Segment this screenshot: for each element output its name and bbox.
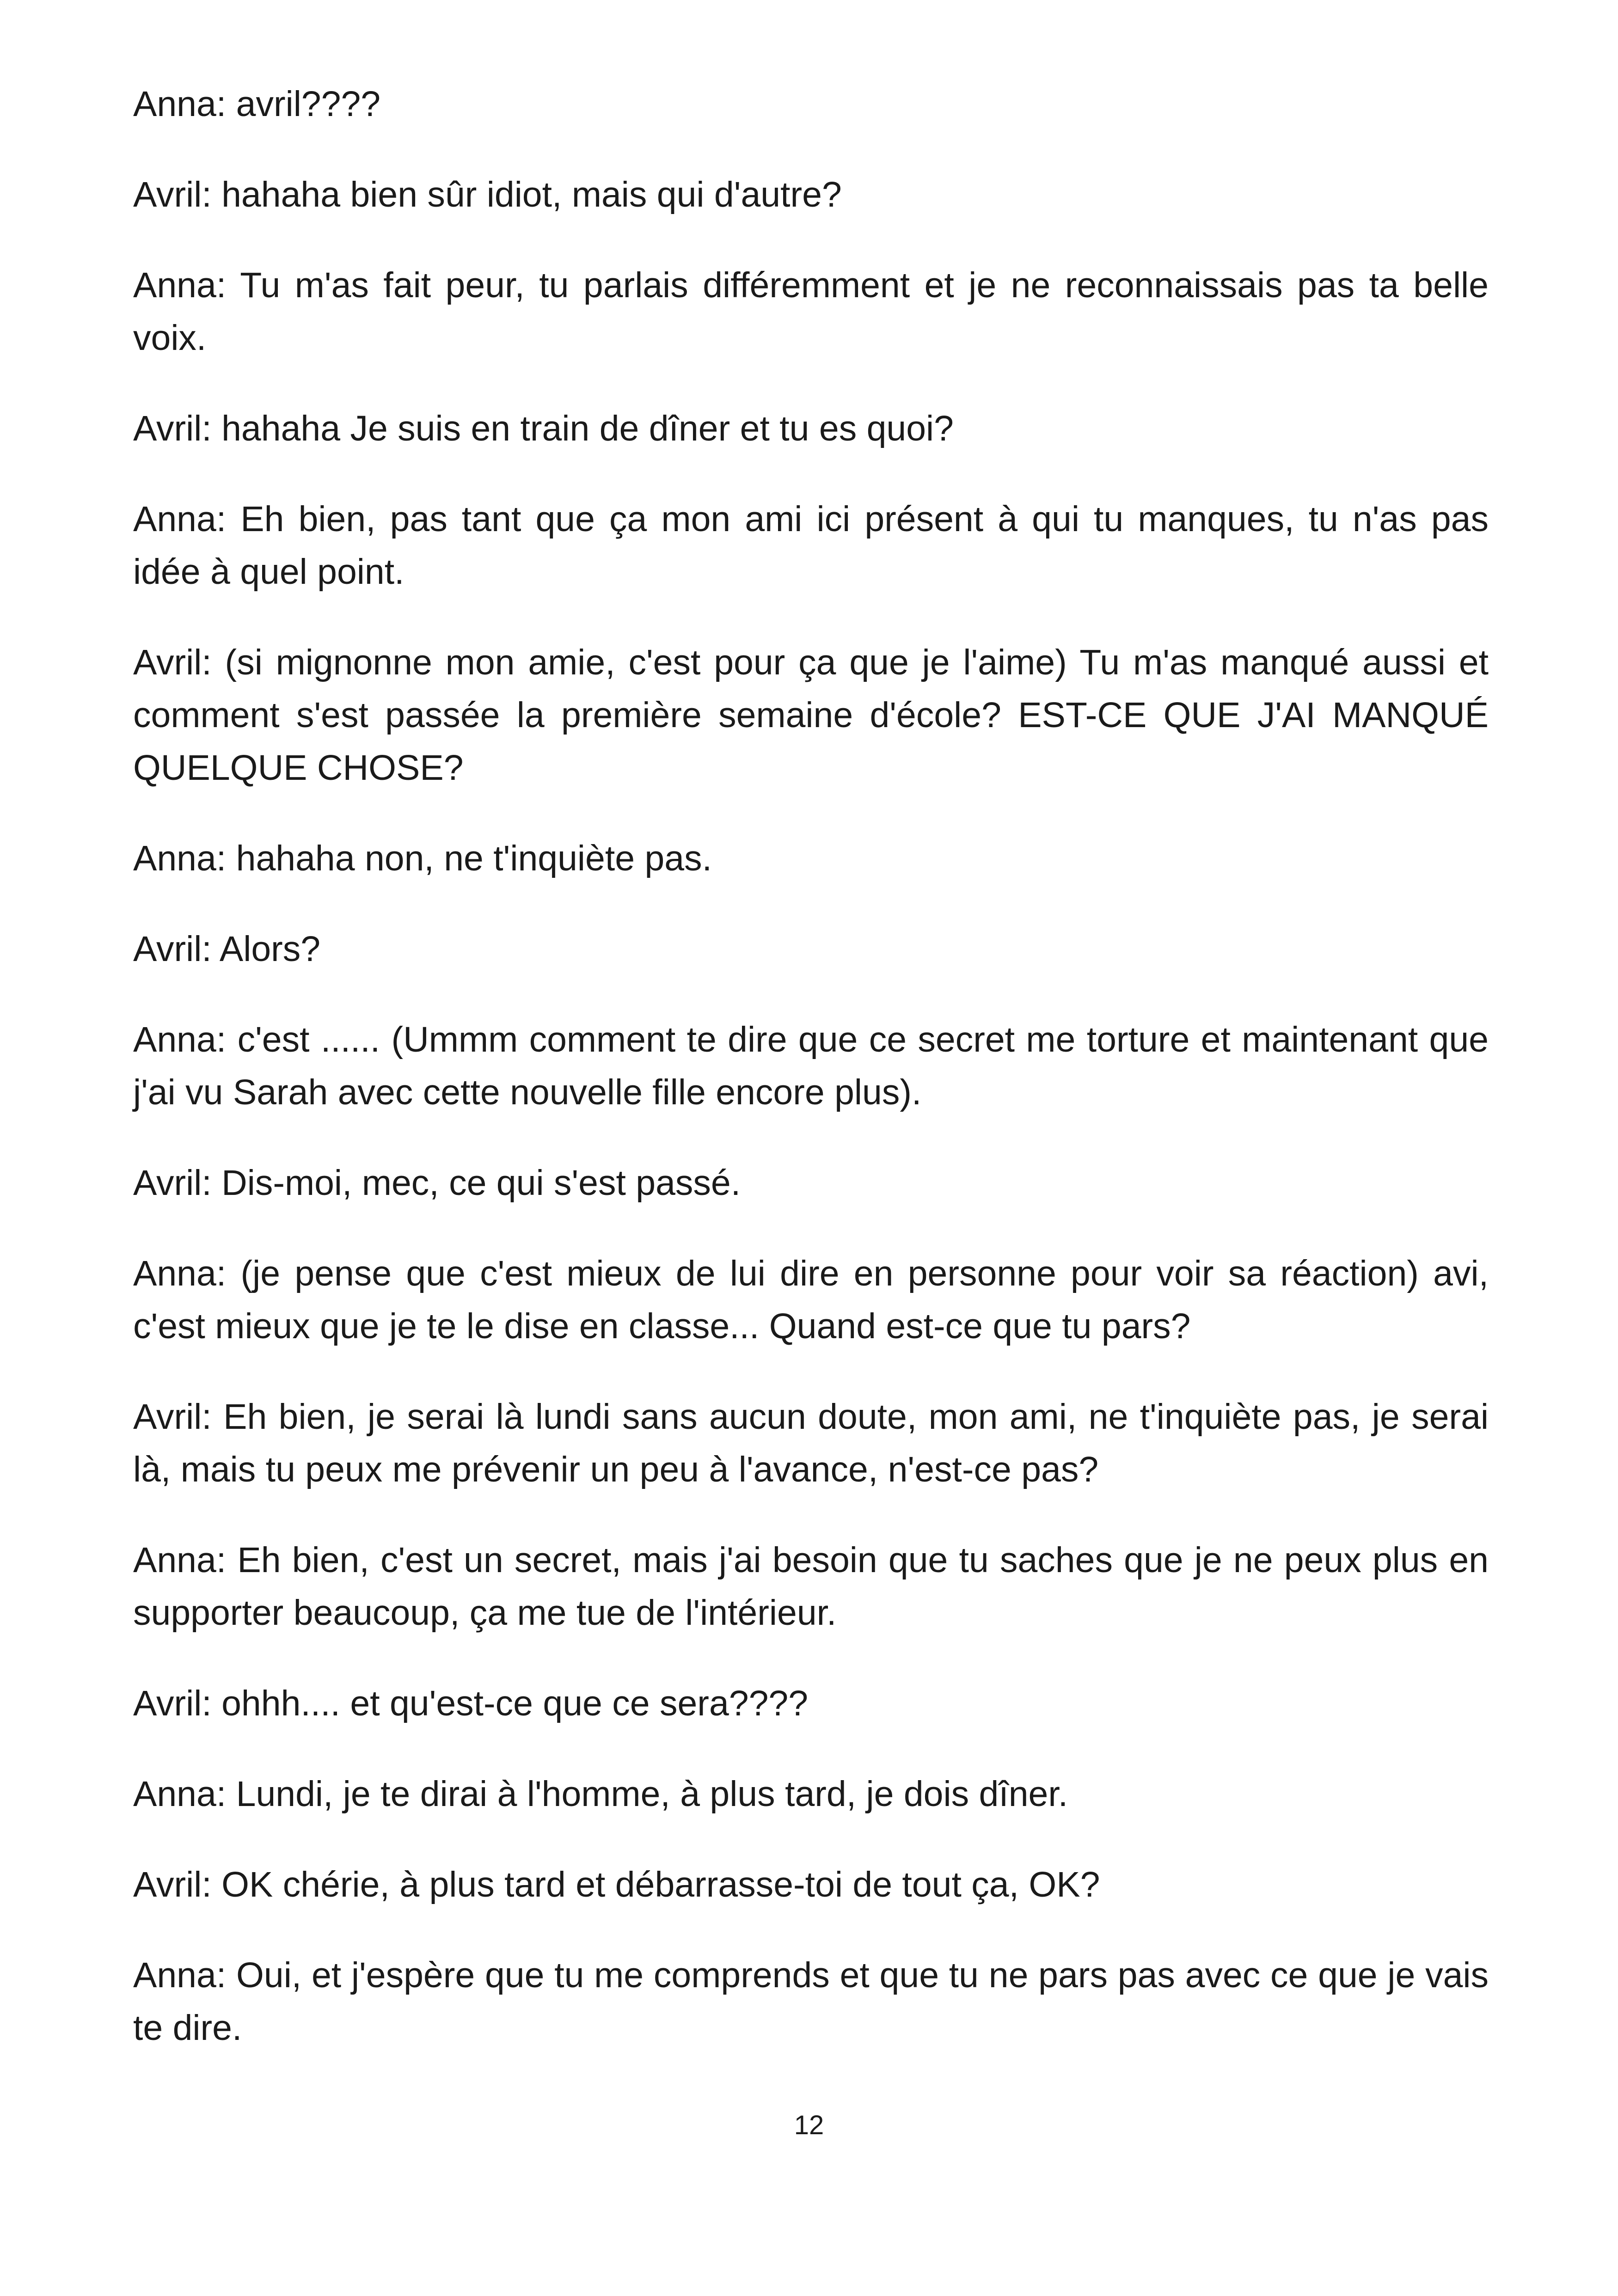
dialogue-line: Avril: Alors? xyxy=(133,929,321,969)
dialogue-line: Anna: Eh bien, pas tant que ça mon ami ici présent à qui tu manques, tu n'as pas idée à quel point. xyxy=(133,499,1489,592)
page-number: 12 xyxy=(794,2110,824,2140)
dialogue-body xyxy=(133,78,1489,2092)
dialogue-line: Anna: Lundi, je te dirai à l'homme, à plus tard, je dois dîner. xyxy=(133,1774,1068,1814)
dialogue-line: Anna: Eh bien, c'est un secret, mais j'ai besoin que tu saches que je ne peux plus en supporter beaucoup, ça me tue de l'intérieur. xyxy=(133,1540,1489,1633)
dialogue-line: Avril: Dis-moi, mec, ce qui s'est passé. xyxy=(133,1163,741,1203)
dialogue-line: Anna: avril???? xyxy=(133,84,381,124)
dialogue-line: Anna: Tu m'as fait peur, tu parlais différemment et je ne reconnaissais pas ta belle voix. xyxy=(133,265,1489,358)
dialogue-line: Avril: ohhh.... et qu'est-ce que ce sera???? xyxy=(133,1684,809,1723)
dialogue-line: Avril: hahaha Je suis en train de dîner et tu es quoi? xyxy=(133,409,954,448)
dialogue-line: Anna: hahaha non, ne t'inquiète pas. xyxy=(133,839,712,878)
dialogue-line: Avril: hahaha bien sûr idiot, mais qui d'autre? xyxy=(133,175,842,214)
dialogue-line: Avril: Eh bien, je serai là lundi sans aucun doute, mon ami, ne t'inquiète pas, je serai là, mais tu peux me prévenir un peu à l'avance, n'est-ce pas? xyxy=(133,1397,1489,1489)
dialogue-line: Anna: Oui, et j'espère que tu me comprends et que tu ne pars pas avec ce que je vais te dire. xyxy=(133,1955,1489,2048)
dialogue-line: Avril: (si mignonne mon amie, c'est pour ça que je l'aime) Tu m'as manqué aussi et comment s'est passée la première semaine d'école? EST-CE QUE J'AI MANQUÉ QUELQUE CHOSE? xyxy=(133,643,1489,788)
dialogue-line: Avril: OK chérie, à plus tard et débarrasse-toi de tout ça, OK? xyxy=(133,1865,1100,1904)
dialogue-line: Anna: c'est ...... (Ummm comment te dire que ce secret me torture et maintenant que j'ai vu Sarah avec cette nouvelle fille encore plus). xyxy=(133,1020,1489,1112)
dialogue-line: Anna: (je pense que c'est mieux de lui dire en personne pour voir sa réaction) avi, c'est mieux que je te le dise en classe... Quand est-ce que tu pars? xyxy=(133,1254,1489,1346)
